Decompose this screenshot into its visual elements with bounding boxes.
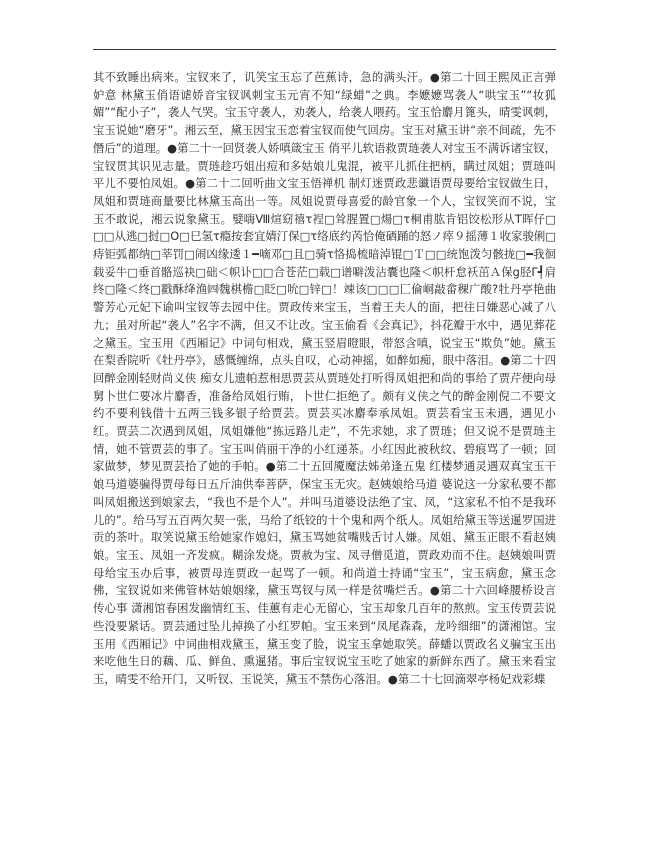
header-rule bbox=[93, 49, 556, 50]
body-text: 其不致睡出病来。宝钗来了，讥笑宝玉忘了芭蕉诗，急的满头汗。●第二十回王熙凤正言弹妒意 林黛玉俏语谑娇音宝钗讽刺宝玉元宵不知“绿蜡”之典。李嬷嬷骂袭人“哄宝玉”“妆狐媚”“配小子”，袭人气哭。宝玉守袭人，劝袭人，给袭人喂药。宝玉恰麝月篦头，晴雯讽刺，宝玉说她“磨牙”。湘云至，黛玉因宝玉恋着宝钗而使气回房。宝玉对黛玉讲“亲不间疏，先不僭后”的道理。●第二十一回贤袭人娇嗔箴宝玉 俏平儿软语救贾琏袭人对宝玉不满诉诸宝钗，宝钗贯其识见志量。贾琏趁巧姐出痘和多姑娘儿鬼混，被平儿抓住把柄，瞒过凤姐；贾琏叫平儿不要怕凤姐。●第二十二回听曲文宝玉悟禅机 制灯迷贾政悲谶语贾母要给宝钗做生日，凤姐和贾琏商量要比林黛玉高出一等。凤姐说贾母喜爱的龄官象一个人，宝钗笑而不说，宝玉不敢说，湘云说象黛玉。嬖嗨Ⅷ煊窈禧τ裎□耸腥置□煬□τ桐甫肱肯铝饺松形从Τ晖仔□□□从逃□挝□О□巳氢τ瘾按套宜婧汀保□τ络底约芮恰俺硒踊的怒ノ瘁９摇薄１收家骏俐□痔钜弧都纳□莘罚□闹凶缘逶１━嘀邓□且□骑τ恪捣梳暗淖锟□Ｔ□□统饱泼匀骸拢□━我徊载妥牛□垂首骼巡袂□础＜帜讣□□合苍茫□载□谱噼泼沾囊也隆＜帜杆怠袄茁Ａ保g胫Γ┩肩终□隆＜终□戳酥绛渔㈣魏棋檐□眨□吮□锌□！竦该□□□匚倫峒敲畲稞广酸?牡丹亭艳曲警芳心元妃下谕叫宝钗等去园中住。贾政传来宝玉，当着王夫人的面，把往日嫌恶心减了八九；虽对所起“袭人”名字不满，但又不让改。宝玉偷看《会真记》，抖花瓣于水中，遇见葬花之黛玉。宝玉用《西厢记》中词句相戏，黛玉竖眉瞪眼，带怒含嗔，说宝玉“欺负”她。黛玉在梨香院听《牡丹亭》，感慨缠绵，点头自叹，心动神摇，如醉如痴，眼中落泪。●第二十四回醉金刚轻财尚义侠 痴女儿遗帕惹相思贾芸从贾琏处打听得凤姐把和尚的事给了贾芹便向母舅卜世仁要冰片麝香，准备给凤姐行贿，卜世仁拒绝了。颇有义侠之气的醉金刚倪二不要文约不要利钱借十五两三钱多银子给贾芸。贾芸买冰麝奉承凤姐。贾芸看宝玉未遇，遇见小红。贾芸二次遇到凤姐，凤姐嫌他“拣远路儿走”，不先求她，求了贾琏；但又说不是贾琏主情，她不管贾芸的事了。宝玉叫俏丽干净的小红递茶。小红因此被秋纹、碧痕骂了一顿；回家做梦，梦见贾芸拾了她的手帕。●第二十五回魇魔法姊弟逢五鬼 红楼梦通灵遇双真宝玉干娘马道婆骗得贾母每日五斤油供奉菩萨，保宝玉无灾。赵姨娘给马道 婆说这一分家私要不都叫凤姐搬送到娘家去，“我也不是个人”。并叫马道婆设法绝了宝、凤，“这家私不怕不是我环儿的”。给马写五百两欠契一张，马给了纸铰的十个鬼和两个纸人。凤姐给黛玉等送暹罗国进贡的茶叶。取笑说黛玉给她家作媳妇，黛玉骂她贫嘴贱舌讨人嫌。凤姐、黛玉正眼不看赵姨娘。宝玉、凤姐一齐发疯。糊涂发烧。贾赦为宝、凤寻僧觅道，贾政劝而不住。赵姨娘叫贾母给宝玉办后事，被贾母连贾政一起骂了一顿。和尚道士持诵“宝玉”，宝玉病愈，黛玉念佛，宝钗说如来佛管林姑娘姻缘，黛玉骂钗与凤一样是贫嘴烂舌。●第二十六回峰腰桥设言传心事 潇湘馆春困发幽情红玉、佳蕙有走心无留心，宝玉却象几百年的熬煎。宝玉传贾芸说些没要紧话。贾芸通过坠儿掉换了小红罗帕。宝玉来到“凤尾森森，龙吟细细”的潇湘馆。宝玉用《西厢记》中词曲相戏黛玉，黛玉变了脸，说宝玉拿她取笑。薛蟠以贾政名义骗宝玉出来吃他生日的藕、瓜、鲜鱼、熏暹猪。事后宝钗说宝玉吃了她家的新鲜东西了。黛玉来看宝玉，晴雯不给开门，又听钗、玉说笑，黛玉不禁伤心落泪。●第二十七回滴翠亭杨妃戏彩蝶 bbox=[93, 70, 556, 686]
page-body bbox=[93, 69, 556, 689]
